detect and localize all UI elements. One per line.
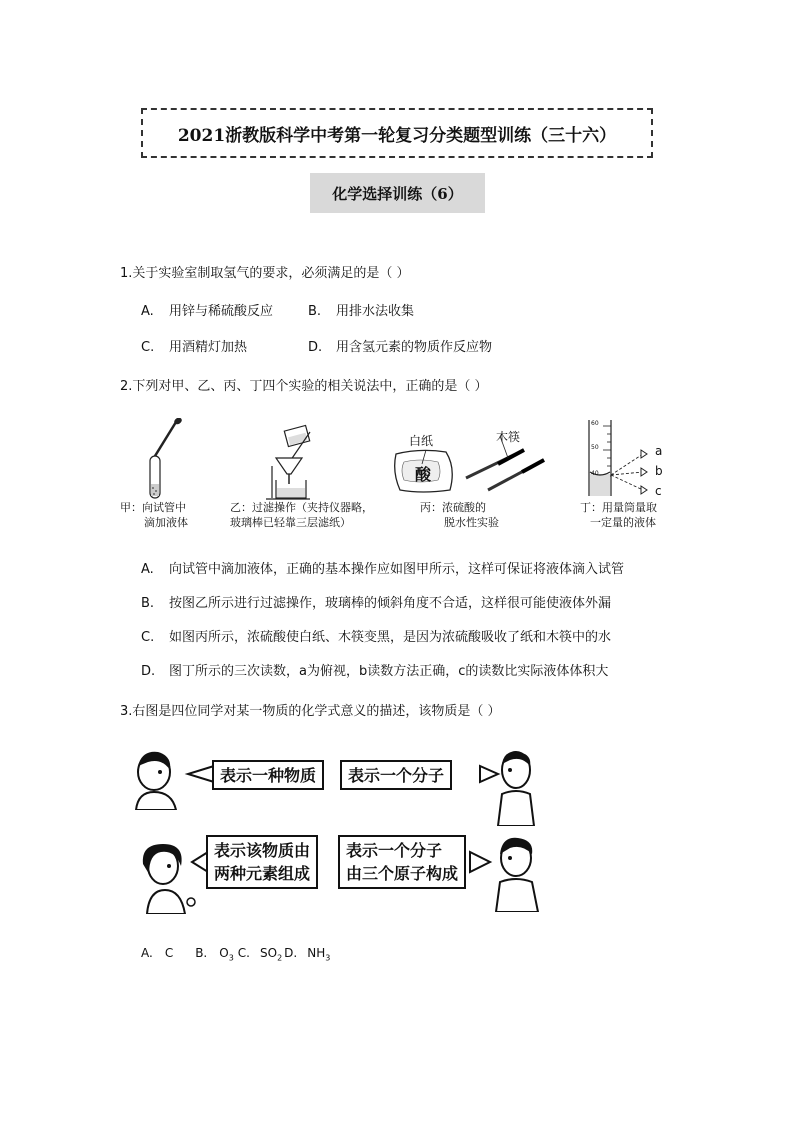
figure-bing-chopstick-label: 木筷	[496, 430, 521, 444]
q2-option-b-label: B.	[141, 596, 155, 611]
figure-bing-paper-char: 酸	[415, 465, 432, 484]
figure-jia-caption-line1: 甲：向试管中	[120, 501, 186, 514]
question-1-stem: 1.关于实验室制取氢气的要求，必须满足的是（ ）	[120, 266, 410, 281]
figure-ding-caption	[580, 500, 657, 530]
speech-bubble-1: 表示一种物质	[212, 760, 324, 790]
q1-option-c	[141, 336, 247, 355]
page-title: 2021浙教版科学中考第一轮复习分类题型训练（三十六）	[141, 108, 653, 158]
figure-yi-caption	[230, 500, 373, 530]
q2-option-a-label: A.	[141, 562, 154, 577]
q1-option-d	[308, 336, 492, 355]
question-3-stem: 3.右图是四位同学对某一物质的化学式意义的描述，该物质是（ ）	[120, 704, 501, 719]
q3-options	[141, 946, 330, 962]
speech-bubble-3	[206, 835, 318, 889]
q1-option-d-label: D.	[308, 340, 323, 355]
figure-ding-tick-60: 60	[591, 420, 599, 427]
q1-option-a	[141, 300, 273, 319]
q1-option-b-text: 用排水法收集	[336, 304, 415, 319]
speech-bubble-2: 表示一个分子	[340, 760, 452, 790]
q1-option-c-label: C.	[141, 340, 155, 355]
figure-yi-caption-line1: 乙：过滤操作（夹持仪器略，	[230, 501, 373, 514]
figure-jia-caption	[120, 500, 188, 530]
q2-option-d-text: 图丁所示的三次读数，a为俯视，b读数方法正确，c的读数比实际液体体积大	[169, 664, 609, 679]
q1-option-a-text: 用锌与稀硫酸反应	[169, 304, 274, 319]
q3-option-b-text: O	[219, 946, 229, 960]
figure-bing-caption-line1: 丙：浓硫酸的	[420, 501, 486, 514]
q3-option-a-label: A.	[141, 946, 153, 960]
q3-option-b-subscript: 3	[228, 953, 234, 963]
q1-option-b-label: B.	[308, 304, 322, 319]
q2-option-c-label: C.	[141, 630, 155, 645]
page-subtitle: 化学选择训练（6）	[310, 173, 485, 213]
speech-bubble-4	[338, 835, 466, 889]
q2-option-c	[141, 626, 611, 645]
speech-bubble-3-line1: 表示该物质由	[214, 841, 311, 860]
q2-option-d-label: D.	[141, 664, 156, 679]
q3-option-d-label: D.	[284, 946, 298, 960]
q1-option-c-text: 用酒精灯加热	[169, 340, 248, 355]
q2-option-b-text: 按图乙所示进行过滤操作，玻璃棒的倾斜角度不合适，这样很可能使液体外漏	[169, 596, 612, 611]
question-2-stem: 2.下列对甲、乙、丙、丁四个实验的相关说法中，正确的是（ ）	[120, 379, 488, 394]
figure-ding-cylinder-drawing	[585, 418, 655, 500]
q2-option-a	[141, 558, 624, 577]
figure-ding-tick-40: 40	[591, 470, 599, 477]
q3-option-c-subscript: 2	[277, 953, 283, 963]
figure-ding-caption-line1: 丁：用量筒量取	[580, 501, 657, 514]
figure-jia-caption-line2: 滴加液体	[144, 516, 188, 529]
q3-option-a-text: C	[164, 946, 174, 960]
q3-option-c-text: SO	[260, 946, 278, 960]
student-top-left-figure	[128, 748, 186, 810]
q1-option-a-label: A.	[141, 304, 154, 319]
figure-jia-test-tube-drawing	[140, 418, 190, 500]
q2-option-b	[141, 592, 611, 611]
figure-bing-caption-line2: 脱水性实验	[444, 516, 499, 529]
q3-option-b-label: B.	[195, 946, 208, 960]
figure-yi-caption-line2: 玻璃棒已轻靠三层滤纸）	[230, 516, 351, 529]
q3-option-d-text: NH	[307, 946, 326, 960]
q3-option-c-label: C.	[237, 946, 250, 960]
figure-bing-caption	[420, 500, 499, 530]
speech-bubble-3-line2: 两种元素组成	[214, 864, 311, 883]
speech-bubble-4-line2: 由三个原子构成	[346, 864, 459, 883]
speech-bubble-4-line1: 表示一个分子	[346, 841, 443, 860]
figure-ding-label-a: a	[655, 444, 663, 458]
figure-ding-caption-line2: 一定量的液体	[590, 516, 656, 529]
q3-option-d-subscript: 3	[325, 953, 331, 963]
q1-option-b	[308, 300, 414, 319]
q2-option-d	[141, 660, 608, 679]
figure-bing-paper-label: 白纸	[409, 434, 434, 448]
q1-option-d-text: 用含氢元素的物质作反应物	[336, 340, 493, 355]
figure-ding-tick-50: 50	[591, 444, 599, 451]
figure-ding-label-c: c	[655, 484, 662, 498]
figure-ding-label-b: b	[655, 464, 663, 478]
q2-option-a-text: 向试管中滴加液体，正确的基本操作应如图甲所示，这样可保证将液体滴入试管	[169, 562, 625, 577]
q2-option-c-text: 如图丙所示，浓硫酸使白纸、木筷变黑，是因为浓硫酸吸收了纸和木筷中的水	[169, 630, 612, 645]
figure-yi-filtration-drawing	[262, 422, 332, 500]
